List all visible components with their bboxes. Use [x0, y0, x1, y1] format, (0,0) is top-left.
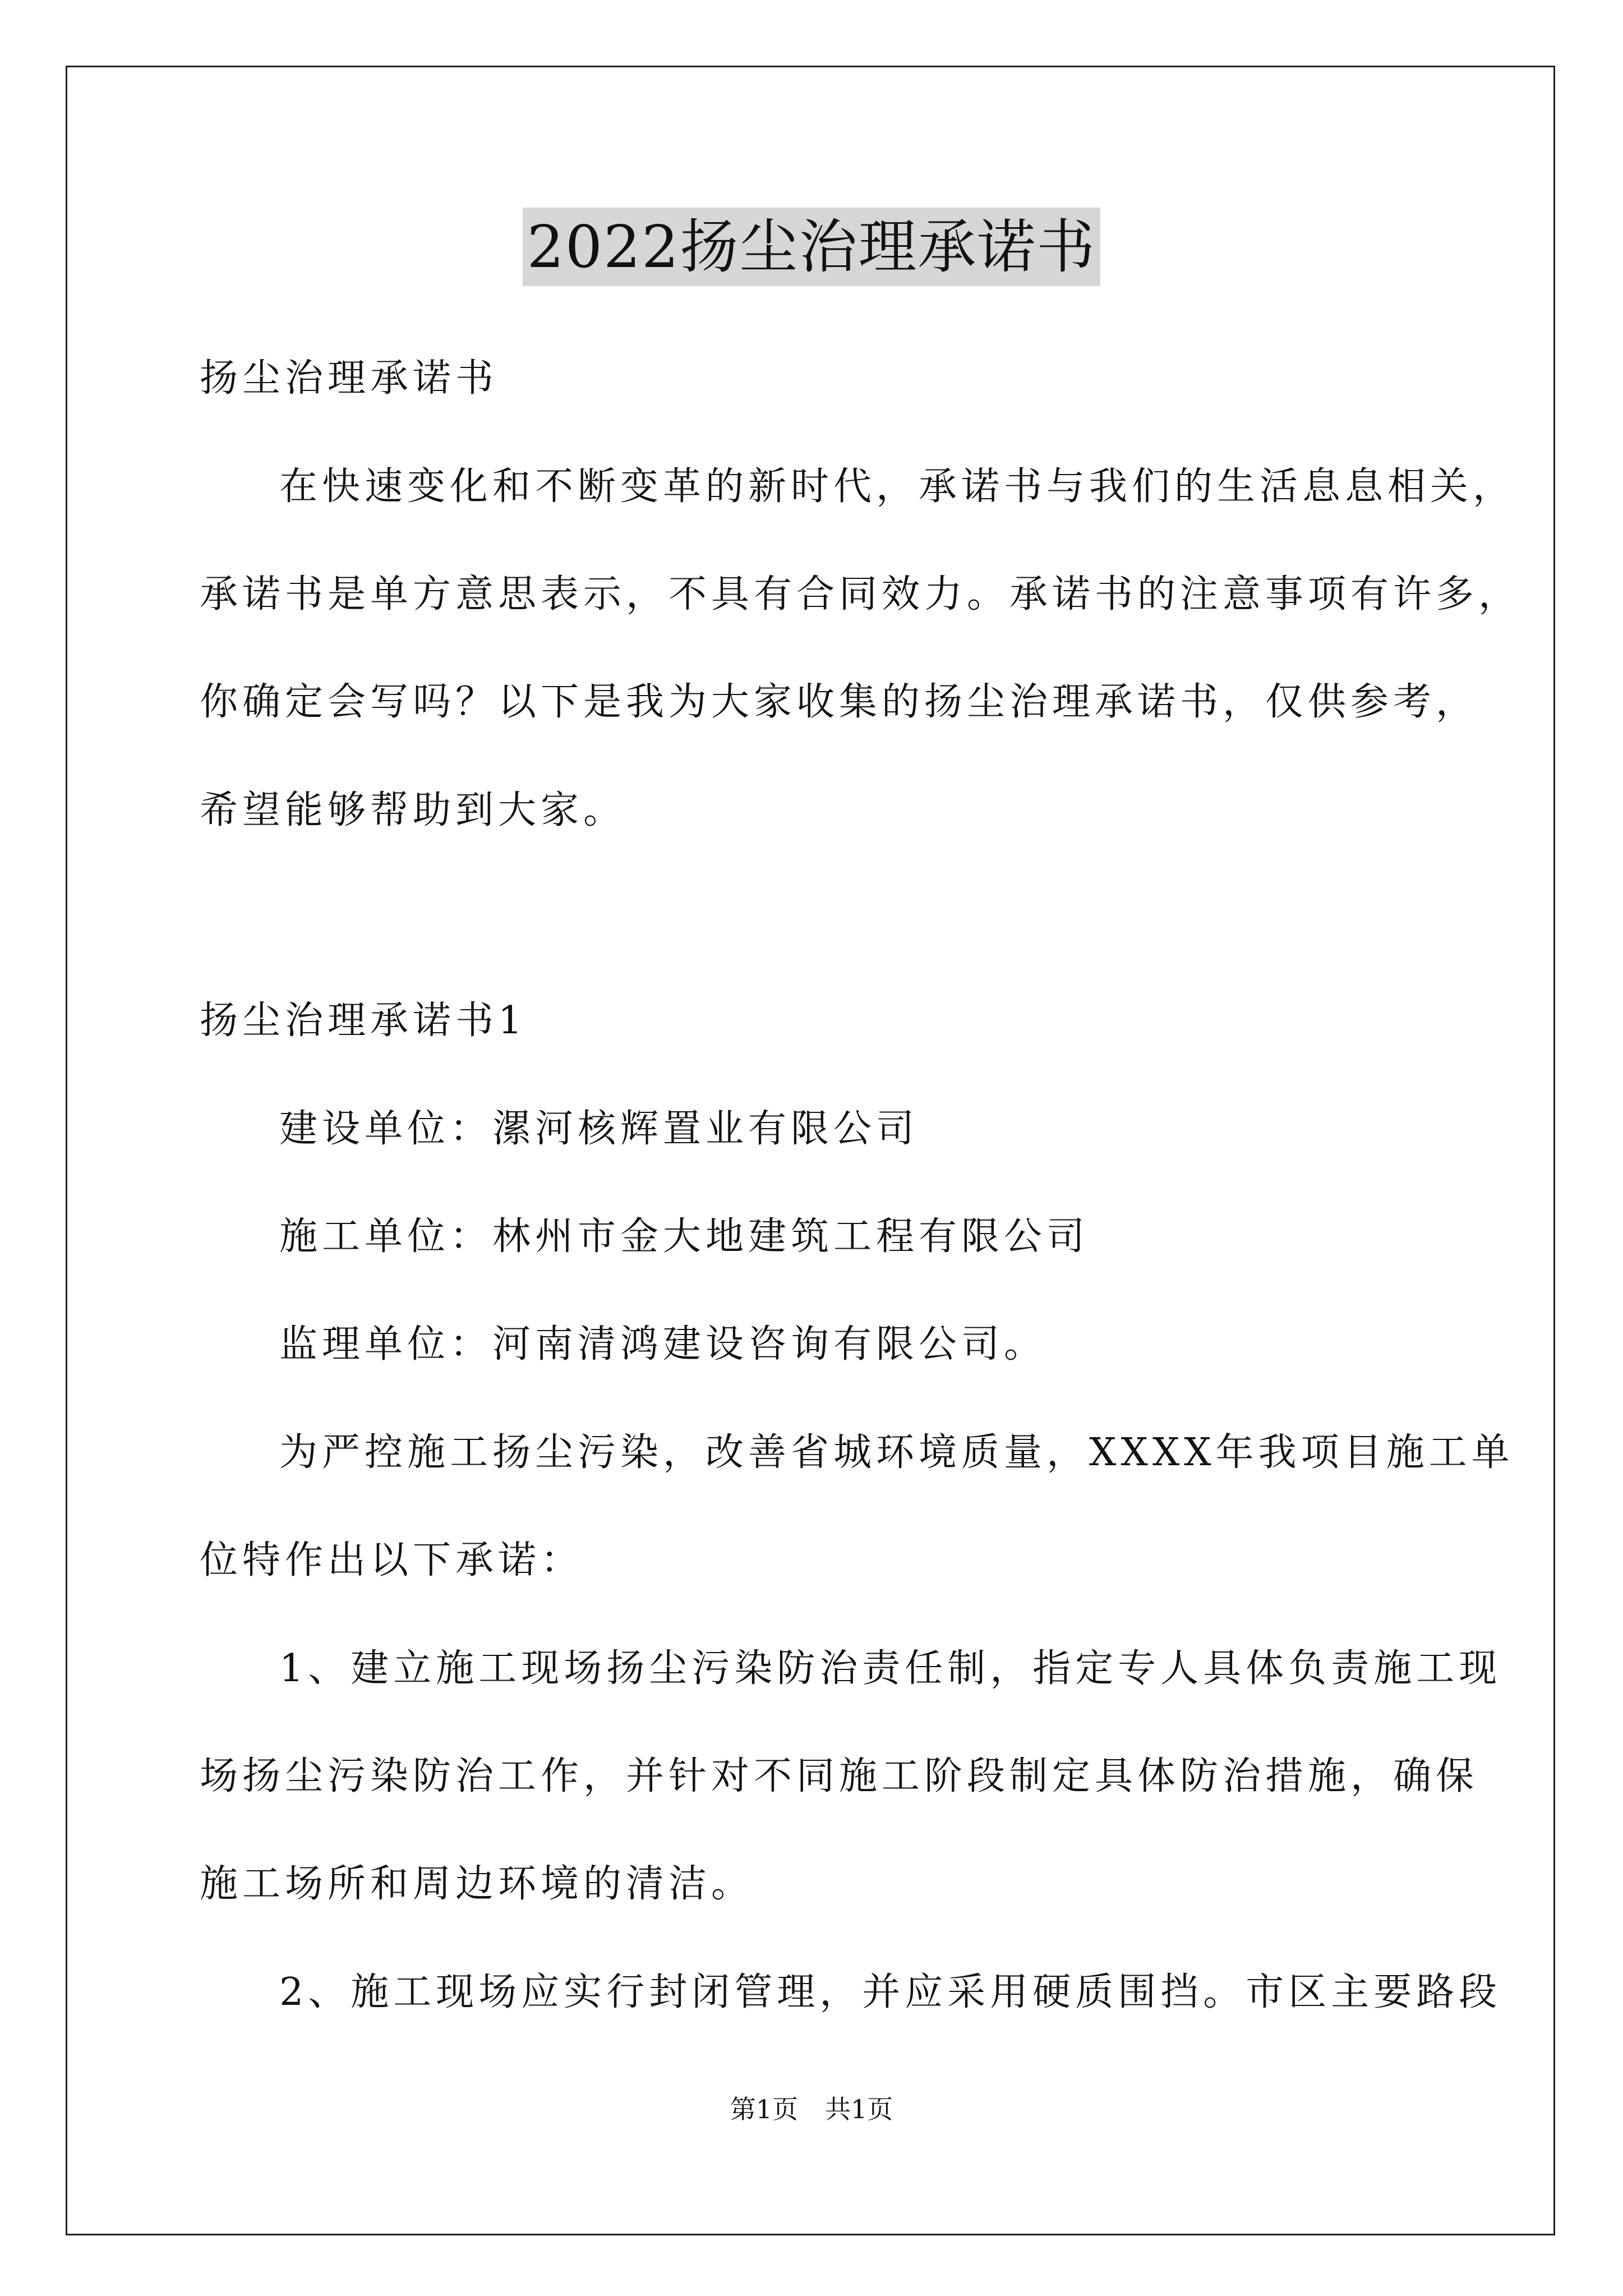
intro-line-2: 承诺书是单方意思表示，不具有合同效力。承诺书的注意事项有许多， [200, 572, 1521, 616]
document-title: 2022扬尘治理承诺书 [523, 208, 1101, 286]
item-1-line-1: 1、建立施工现场扬尘污染防治责任制，指定专人具体负责施工现 [279, 1646, 1502, 1691]
intro-line-4: 希望能够帮助到大家。 [200, 788, 626, 832]
construction-unit: 建设单位：漯河核辉置业有限公司 [279, 1107, 919, 1151]
item-1-line-2: 场扬尘污染防治工作，并针对不同施工阶段制定具体防治措施，确保 [200, 1754, 1479, 1798]
intro-line-3: 你确定会写吗？以下是我为大家收集的扬尘治理承诺书，仅供参考， [200, 680, 1479, 724]
commitment-intro-line-1: 为严控施工扬尘污染，改善省城环境质量，XXXX年我项目施工单 [279, 1430, 1514, 1475]
item-1-line-3: 施工场所和周边环境的清洁。 [200, 1862, 754, 1906]
intro-line-1: 在快速变化和不断变革的新时代，承诺书与我们的生活息息相关， [279, 464, 1516, 509]
contractor-unit: 施工单位：林州市金大地建筑工程有限公司 [279, 1214, 1090, 1259]
subtitle: 扬尘治理承诺书 [200, 356, 499, 401]
page-total: 共1页 [825, 2094, 893, 2124]
page-footer [0, 2092, 1623, 2126]
title-container [0, 208, 1623, 286]
page-number: 第1页 [730, 2094, 798, 2124]
item-2-line-1: 2、施工现场应实行封闭管理，并应采用硬质围挡。市区主要路段 [279, 1970, 1502, 2014]
commitment-intro-line-2: 位特作出以下承诺： [200, 1538, 584, 1582]
supervision-unit: 监理单位：河南清鸿建设咨询有限公司。 [279, 1322, 1047, 1366]
section-heading: 扬尘治理承诺书1 [200, 999, 527, 1043]
